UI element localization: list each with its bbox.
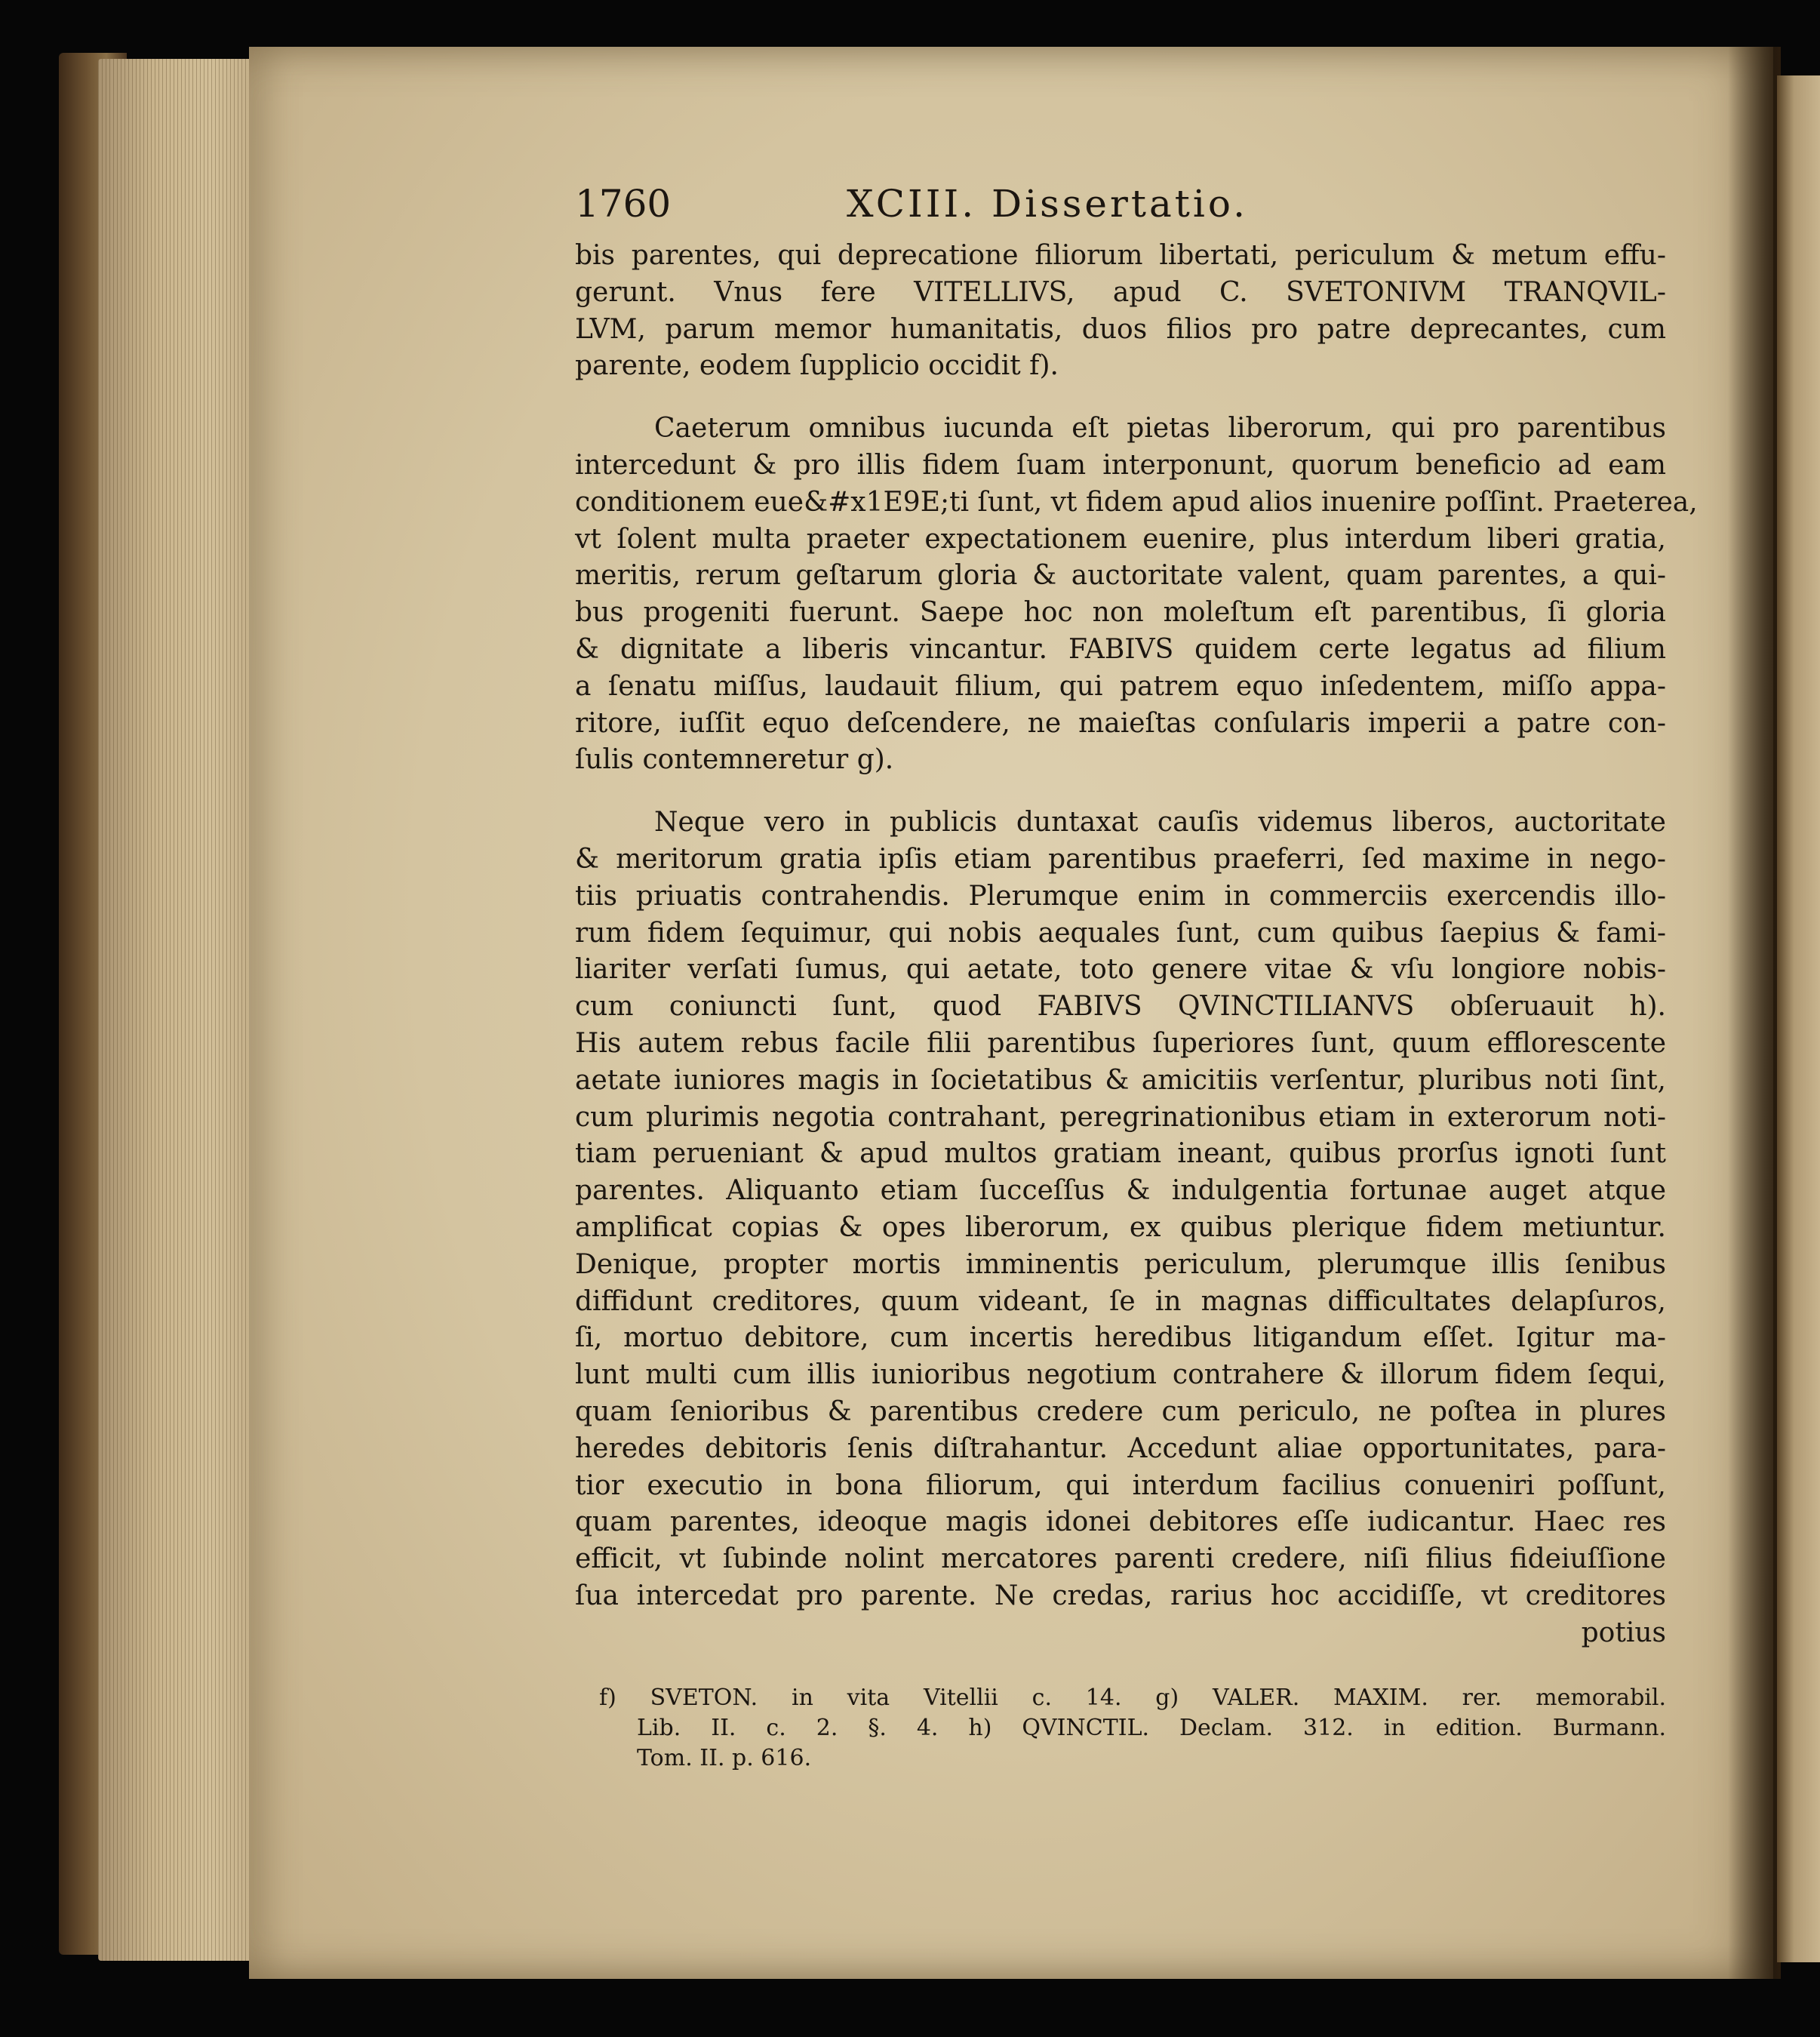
text-line: tior executio in bona filiorum, qui interdum facilius conueniri poſſunt, xyxy=(575,1469,1666,1501)
text-line: quam ſenioribus & parentibus credere cum periculo, ne poſtea in plures xyxy=(575,1395,1666,1427)
text-line: bis parentes, qui deprecatione filiorum libertati, periculum & metum effu- xyxy=(575,240,1666,271)
text-line: intercedunt & pro illis fidem ſuam interponunt, quorum beneficio ad eam xyxy=(575,449,1666,481)
catchword: potius xyxy=(1581,1617,1666,1648)
page-number: 1760 xyxy=(575,182,672,226)
text-line: aetate iuniores magis in ſocietatibus & amicitiis verſentur, pluribus noti ſint, xyxy=(575,1064,1666,1096)
text-line: quam parentes, ideoque magis idonei debitores eſſe iudicantur. Haec res xyxy=(575,1506,1666,1538)
text-line: parentes. Aliquanto etiam ſucceſſus & indulgentia fortunae auget atque xyxy=(575,1175,1666,1207)
text-line: parente, eodem ſupplicio occidit f). xyxy=(575,350,1059,382)
text-line: diffidunt creditores, quum videant, ſe in magnas difficultates delapſuros, xyxy=(575,1285,1666,1317)
text-line: rum fidem ſequimur, qui nobis aequales ſunt, cum quibus ſaepius & fami- xyxy=(575,917,1666,949)
text-line: ſulis contemneretur g). xyxy=(575,744,894,776)
text-line: cum plurimis negotia contrahant, peregrinationibus etiam in exterorum noti- xyxy=(575,1101,1666,1133)
text-line: ſi, mortuo debitore, cum incertis heredibus litigandum eſſet. Igitur ma- xyxy=(575,1322,1666,1354)
right-page-edge xyxy=(1777,75,1820,1962)
text-line: lunt multi cum illis iunioribus negotium contrahere & illorum fidem ſequi, xyxy=(575,1359,1666,1391)
text-line: & meritorum gratia ipſis etiam parentibus praeferri, ſed maxime in nego- xyxy=(575,843,1666,875)
running-header xyxy=(575,170,1666,238)
book-gutter xyxy=(1728,47,1781,1979)
running-title: XCIII. Dissertatio. xyxy=(847,182,1249,226)
text-line: efficit, vt ſubinde nolint mercatores parenti credere, niſi filius fideiuſſione xyxy=(575,1543,1666,1575)
footnote-line: Lib. II. c. 2. §. 4. h) QVINCTIL. Declam. 312. in edition. Burmann. xyxy=(637,1715,1666,1742)
footnote-line: f) SVETON. in vita Vitellii c. 14. g) VALER. MAXIM. rer. memorabil. xyxy=(599,1685,1666,1712)
text-line: & dignitate a liberis vincantur. FABIVS quidem certe legatus ad filium xyxy=(575,633,1666,665)
text-line: His autem rebus facile filii parentibus ſuperiores ſunt, quum efflorescente xyxy=(575,1027,1666,1059)
text-line: meritis, rerum geſtarum gloria & auctoritate valent, quam parentes, a qui- xyxy=(575,560,1666,592)
text-line: Neque vero in publicis duntaxat cauſis videmus liberos, auctoritate xyxy=(654,807,1666,838)
text-line: Denique, propter mortis imminentis periculum, plerumque illis ſenibus xyxy=(575,1248,1666,1280)
text-line: liariter verſati ſumus, qui aetate, toto genere vitae & vſu longiore nobis- xyxy=(575,954,1666,986)
paragraph-2 xyxy=(575,411,1698,779)
text-line: a ſenatu miſſus, laudauit filium, qui patrem equo inſedentem, miſſo appa- xyxy=(575,670,1666,702)
page-text xyxy=(575,170,1698,1774)
text-line: heredes debitoris ſenis diſtrahantur. Accedunt aliae opportunitates, para- xyxy=(575,1432,1666,1464)
text-line: gerunt. Vnus fere VITELLIVS, apud C. SVETONIVM TRANQVIL- xyxy=(575,276,1666,308)
text-line: LVM, parum memor humanitatis, duos filios pro patre deprecantes, cum xyxy=(575,313,1666,345)
paragraph-1 xyxy=(575,238,1666,385)
text-line: tiis priuatis contrahendis. Plerumque enim in commerciis exercendis illo- xyxy=(575,880,1666,912)
text-line: cum coniuncti ſunt, quod FABIVS QVINCTILIANVS obſeruauit h). xyxy=(575,991,1666,1023)
text-line: ſua intercedat pro parente. Ne credas, rarius hoc accidiſſe, vt creditores xyxy=(575,1580,1666,1611)
text-line: conditionem eue&#x1E9E;ti ſunt, vt fidem apud alios inuenire poſſint. Praeterea, xyxy=(575,486,1698,518)
text-line: vt ſolent multa praeter expectationem euenire, plus interdum liberi gratia, xyxy=(575,523,1666,555)
footnotes xyxy=(575,1683,1666,1774)
paragraph-3 xyxy=(575,805,1666,1651)
text-line: amplificat copias & opes liberorum, ex quibus plerique fidem metiuntur. xyxy=(575,1211,1666,1243)
footnote-line: Tom. II. p. 616. xyxy=(637,1745,812,1772)
text-line: Caeterum omnibus iucunda eſt pietas liberorum, qui pro parentibus xyxy=(654,413,1666,445)
text-line: tiam perueniant & apud multos gratiam ineant, quibus prorſus ignoti ſunt xyxy=(575,1138,1666,1170)
text-line: bus progeniti fuerunt. Saepe hoc non moleſtum eſt parentibus, ſi gloria xyxy=(575,597,1666,629)
text-line: ritore, iuſſit equo deſcendere, ne maieſtas conſularis imperii a patre con- xyxy=(575,707,1666,739)
